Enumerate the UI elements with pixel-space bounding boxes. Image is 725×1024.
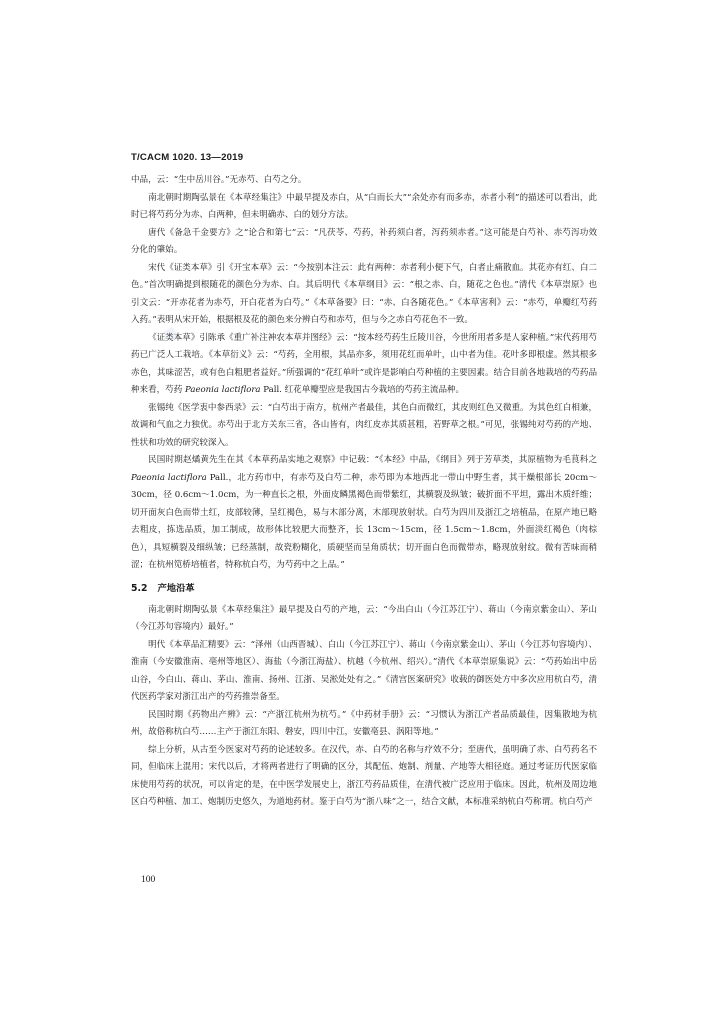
paragraph	[131, 742, 597, 812]
paragraph-text-tail: Pall. 红花单瓣型应是我国古今栽培的芍药主流品种。	[263, 385, 465, 395]
paragraph	[131, 637, 597, 707]
paragraph	[131, 602, 597, 637]
paragraph-text: 中品，云：“生中岳川谷。”无赤芍、白芍之分。	[131, 175, 307, 185]
paragraph-text: 《证类本草》引陈承《重广补注神农本草并图经》云：“按本经芍药生丘陵川谷，今世所用者多是人家种植。”宋代药用芍药已广泛人工栽培。《本草衍义》云：“芍药，全用根，其品亦多，须用花红而单叶，山中者为佳。花叶多即根虚。然其根多赤色，其味涩苦，或有色白粗肥者益好。”所强调的“花红单叶”或许是影响白芍种植的主要因素。结合目前各地栽培的芍药品种来看，芍药	[131, 332, 597, 395]
paragraph-group-origin	[131, 602, 597, 812]
standard-code: T/CACM 1020. 13—2019	[131, 152, 244, 163]
latin-name: Paeonia lactiflora	[131, 472, 207, 483]
latin-name: Paeonia lactiflora	[185, 385, 261, 395]
section-title: 产地沿革	[157, 582, 195, 594]
paragraph	[131, 330, 597, 400]
main-content	[131, 172, 597, 812]
paragraph	[131, 707, 597, 742]
paragraph	[131, 225, 597, 260]
paragraph	[131, 190, 597, 225]
paragraph	[131, 172, 597, 190]
paragraph-text: 张锡纯《医学衷中参西录》云：“白芍出于南方，杭州产者最佳，其色白而微红，其皮则红色又微重。为其色红白相兼，故调和气血之力独优。赤芍出于北方关东三省，各山皆有，肉红皮赤其质甚粗，若野草之根。”可见，张锡纯对芍药的产地、性状和功效的研究较深入。	[131, 402, 597, 448]
paragraph-text: 宋代《证类本草》引《开宝本草》云：“今按别本注云：此有两种：赤者利小便下气，白者止痛散血。其花亦有红、白二色。”首次明确提到根随花的颜色分为赤、白。其后明代《本草纲目》云：“根之赤、白，随花之色也。”清代《本草崇原》也引文云：“开赤花者为赤芍，开白花者为白芍。”《本草备要》曰：“赤、白各随花色。”《本草害利》云：“赤芍，单瓣红芍药入药。”表明从宋开始，根据根及花的颜色来分辨白芍和赤芍，但与今之赤白芍花色不一致。	[131, 262, 597, 325]
paragraph	[131, 452, 597, 575]
paragraph-text: 明代《本草品汇精要》云：“泽州（山西晋城）、白山（今江苏江宁）、蒋山（今南京紫金山）、茅山（今江苏句容境内）、淮南（今安徽淮南、亳州等地区）、海盐（今浙江海盐）、杭越（今杭州、绍兴）。”清代《本草崇原集说》云：“芍药始出中岳山谷，今白山、蒋山、茅山、淮南、扬州、江浙、吴淞处处有之。”《清宫医案研究》收载的御医处方中多次应用杭白芍，清代医药学家对浙江出产的芍药推崇备至。	[131, 639, 597, 702]
section-heading	[131, 580, 597, 597]
paragraph-text: 南北朝时期陶弘景《本草经集注》最早提及白芍的产地，云：“今出白山（今江苏江宁）、蒋山（今南京紫金山）、茅山（今江苏句容境内）最好。”	[131, 604, 597, 632]
paragraph-text: 民国时期《药物出产辨》云：“产浙江杭州为杭芍。”《中药材手册》云：“习惯认为浙江产者品质最佳，因集散地为杭州，故俗称杭白芍……主产于浙江东阳、磐安，四川中江，安徽亳县、涡阳等地。”	[131, 709, 597, 737]
paragraph-text: 民国时期赵燏黄先生在其《本草药品实地之观察》中记载：“《本经》中品，《纲目》列于芳草类，其原植物为毛茛科之	[148, 455, 597, 465]
paragraph-group-properties	[131, 172, 597, 575]
paragraph-text: 南北朝时期陶弘景在《本草经集注》中最早提及赤白，从“白而长大”“余处亦有而多赤，赤者小利”的描述可以看出，此时已将芍药分为赤、白两种，但未明确赤、白的划分方法。	[131, 192, 597, 220]
paragraph	[131, 260, 597, 330]
page-number: 100	[141, 875, 156, 885]
watermark-decoration: ·	[141, 299, 201, 371]
paragraph-text: 唐代《备急千金要方》之“论合和第七”云：“凡茯苓、芍药，补药须白者，泻药须赤者。”这可能是白芍补、赤芍泻功效分化的肇始。	[131, 227, 597, 255]
paragraph-text-tail: Pall.，北方药市中，有赤芍及白芍二种，赤芍即为本地西北一带山中野生者，其干燥根部长 20cm～30cm，径 0.6cm～1.0cm，为一种直长之根，外面皮鳞黑褐色而带紫红，其横裂及纵皱；破折面不平坦，露出木质纤维；切开面灰白色而带土红，皮部较薄，呈红褐色，易与木部分离，木部现放射状。白芍为四川及浙江之培植品，在原产地已略去粗皮，拣选品质，加工制成，故形体比较肥大而整齐，长 13cm～15cm，径 1.5cm～1.8cm，外面淡红褐色（肉棕色），具短横裂及细纵皱；已经蒸制，故瓷粉糊化，质硬坚而呈角质状；切开面白色而微带赤，略现放射纹。微有苦味而稍涩；在杭州笕桥培植者，特称杭白芍，为芍药中之上品。”	[131, 472, 597, 570]
section-number: 5.2	[131, 582, 148, 594]
paragraph	[131, 400, 597, 453]
paragraph-text: 综上分析，从古至今医家对芍药的论述较多。在汉代，赤、白芍的名称与疗效不分；至唐代，虽明确了赤、白芍药名不同，但临床上混用；宋代以后，才将两者进行了明确的区分，其配伍、炮制、剂量、产地等大相径庭。通过考证历代医家临床使用芍药的状况，可以肯定的是，在中医学发展史上，浙江芍药品质佳，在清代被广泛应用于临床。因此，杭州及周边地区白芍种植、加工、炮制历史悠久，为道地药材。鉴于白芍为“浙八味”之一，结合文献，本标准采纳杭白芍称谓。杭白芍产	[131, 744, 597, 807]
